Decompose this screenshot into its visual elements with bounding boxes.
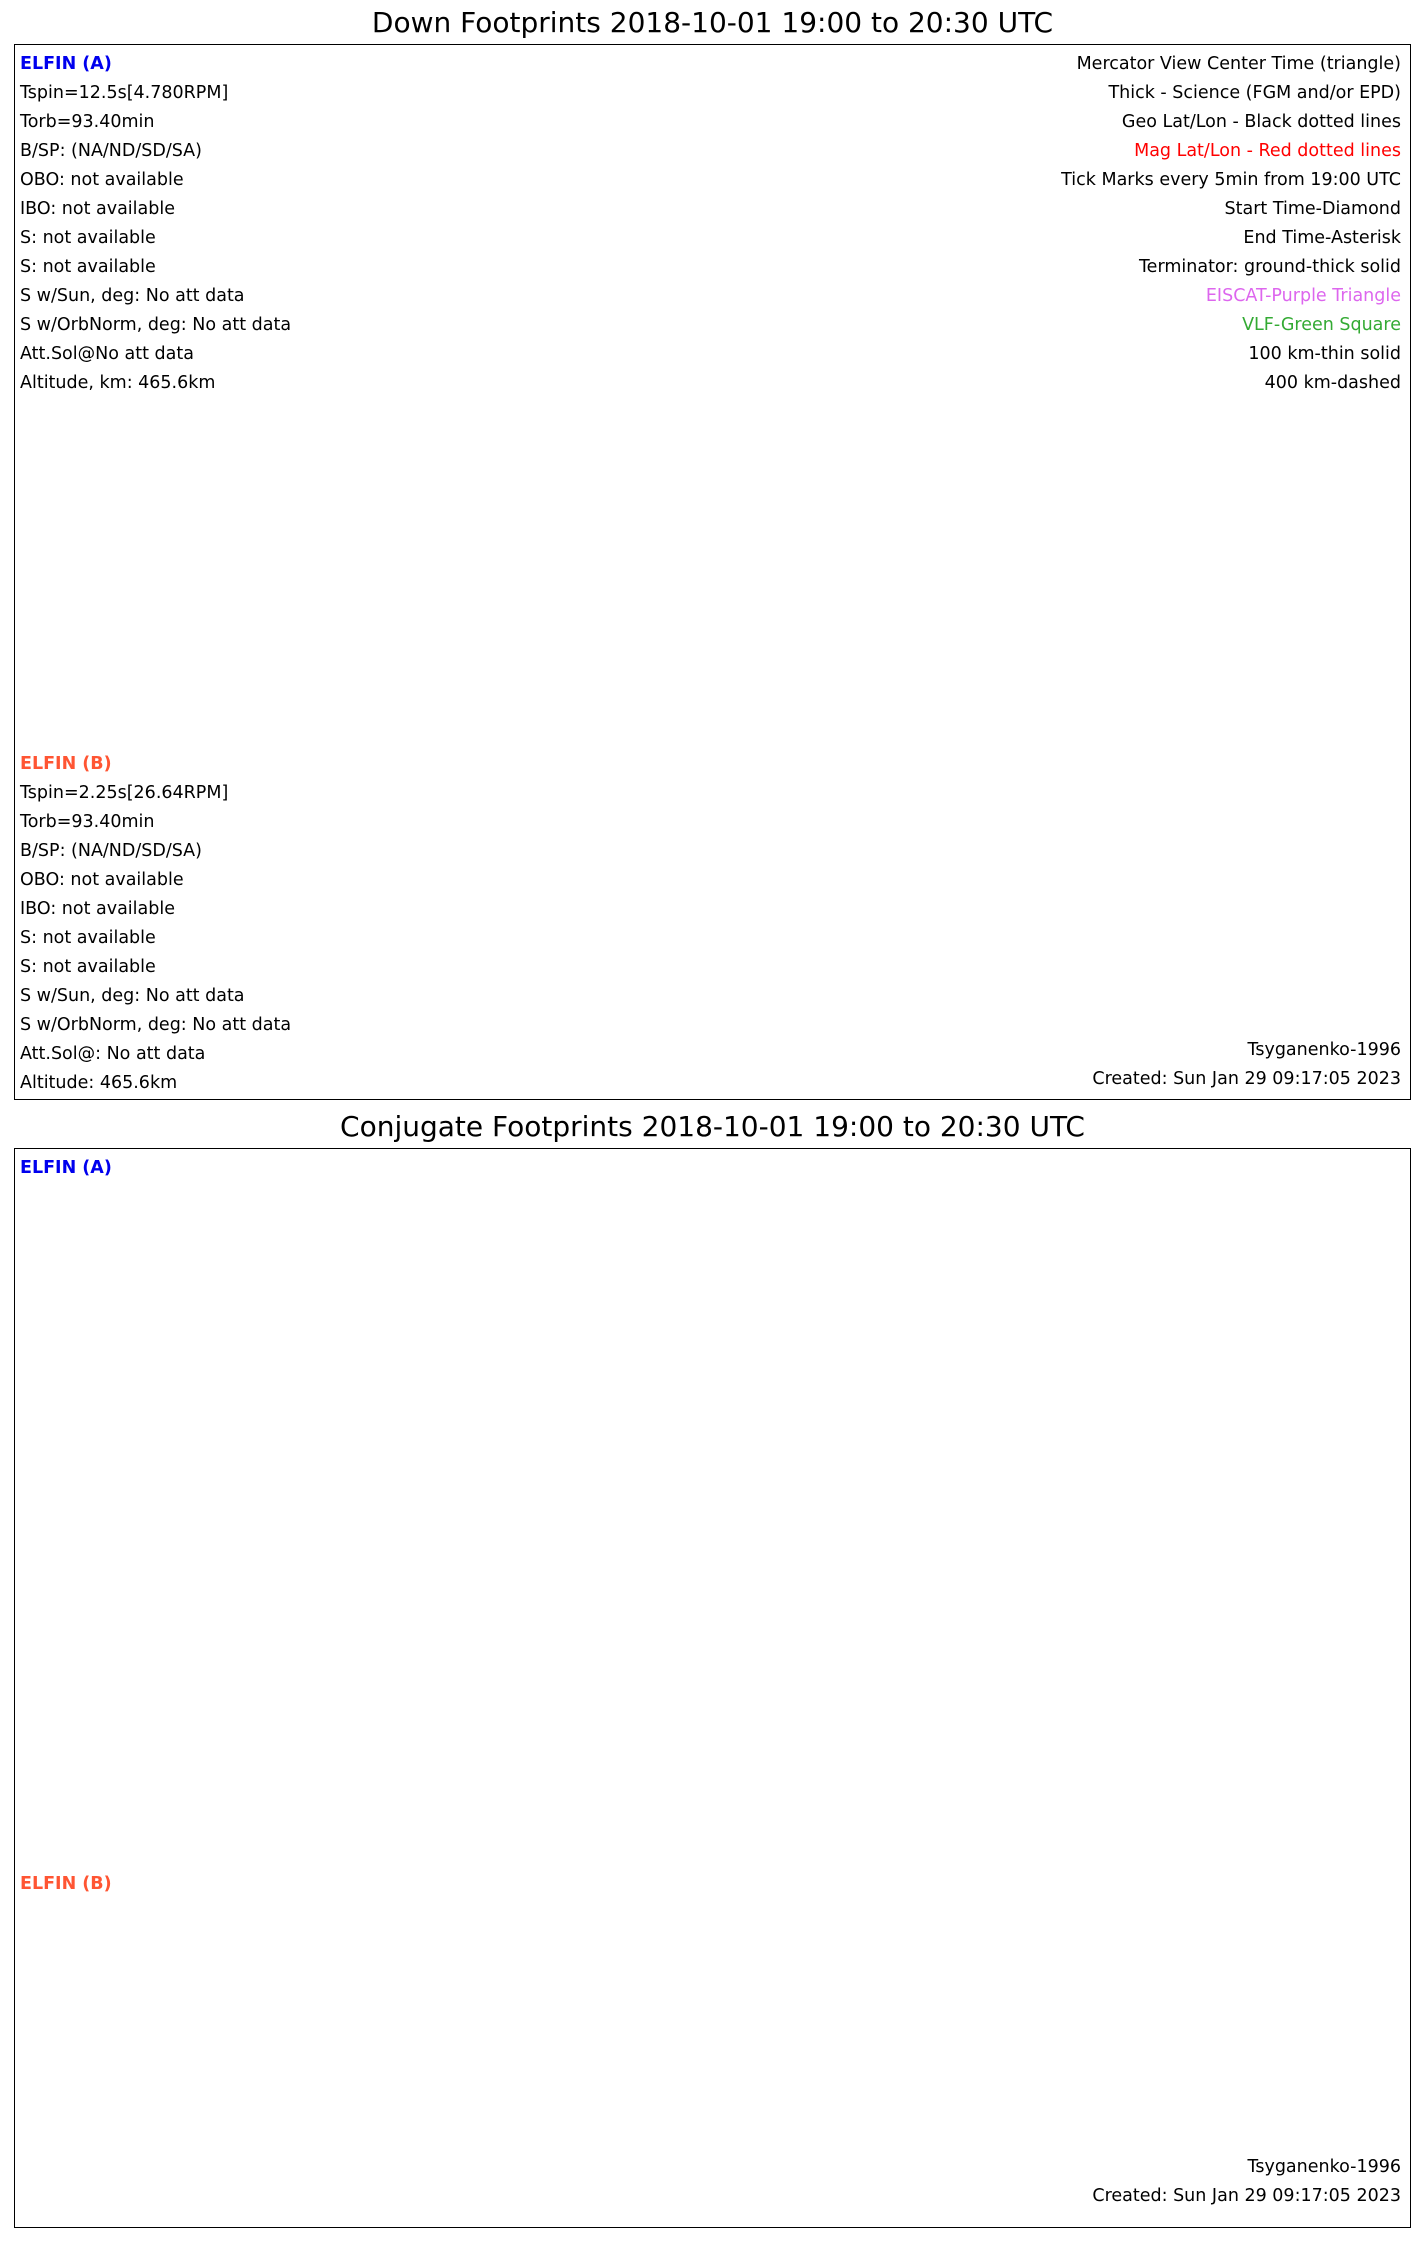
legend (1061, 50, 1401, 398)
legend-item: Terminator: ground-thick solid (1138, 257, 1401, 277)
info-line: Altitude: 465.6km (20, 1073, 178, 1093)
info-line: S: not available (20, 957, 156, 977)
info-line: S: not available (20, 928, 156, 948)
created-label: Created: Sun Jan 29 09:17:05 2023 (1092, 2186, 1401, 2206)
legend-item: VLF-Green Square (1242, 315, 1401, 335)
legend-item: Start Time-Diamond (1224, 199, 1401, 219)
info-line: S: not available (20, 228, 156, 248)
panel-title: Conjugate Footprints 2018-10-01 19:00 to 20:30 UTC (340, 1110, 1085, 1143)
info-line: Torb=93.40min (20, 812, 155, 832)
info-line: S w/Sun, deg: No att data (20, 286, 245, 306)
elfin-a-heading: ELFIN (A) (20, 54, 112, 74)
info-line: B/SP: (NA/ND/SD/SA) (20, 141, 202, 161)
elfin-b-heading: ELFIN (B) (20, 1874, 112, 1894)
info-line: Tspin=2.25s[26.64RPM] (20, 783, 229, 803)
map-plot (14, 1148, 1411, 2228)
legend-item: 400 km-dashed (1264, 373, 1401, 393)
info-line: S w/Sun, deg: No att data (20, 986, 245, 1006)
info-line: Altitude, km: 465.6km (20, 373, 216, 393)
info-block-elfin-a (20, 50, 291, 398)
info-line: Tspin=12.5s[4.780RPM] (20, 83, 229, 103)
info-line: IBO: not available (20, 899, 175, 919)
info-block-elfin-b (20, 750, 291, 1098)
legend-item: End Time-Asterisk (1243, 228, 1401, 248)
info-line: IBO: not available (20, 199, 175, 219)
legend-item: Mag Lat/Lon - Red dotted lines (1134, 141, 1401, 161)
info-line: Att.Sol@: No att data (20, 1044, 206, 1064)
legend-item: Mercator View Center Time (triangle) (1076, 54, 1401, 74)
model-label: Tsyganenko-1996 (1247, 2157, 1401, 2177)
legend-item: EISCAT-Purple Triangle (1205, 286, 1401, 306)
info-line: OBO: not available (20, 870, 184, 890)
model-label: Tsyganenko-1996 (1247, 1040, 1401, 1060)
legend-item: Tick Marks every 5min from 19:00 UTC (1061, 170, 1401, 190)
info-line: Torb=93.40min (20, 112, 155, 132)
info-line: S w/OrbNorm, deg: No att data (20, 1015, 292, 1035)
legend-item: Thick - Science (FGM and/or EPD) (1108, 83, 1401, 103)
elfin-b-heading: ELFIN (B) (20, 754, 112, 774)
info-line: S: not available (20, 257, 156, 277)
panel-title: Down Footprints 2018-10-01 19:00 to 20:30 UTC (371, 6, 1054, 39)
info-line: OBO: not available (20, 170, 184, 190)
info-line: B/SP: (NA/ND/SD/SA) (20, 841, 202, 861)
created-label: Created: Sun Jan 29 09:17:05 2023 (1092, 1069, 1401, 1089)
info-line: Att.Sol@No att data (20, 344, 194, 364)
legend-item: 100 km-thin solid (1248, 344, 1401, 364)
info-line: S w/OrbNorm, deg: No att data (20, 315, 292, 335)
info-block-elfin-a (20, 1154, 112, 1183)
info-block-elfin-b (20, 1870, 112, 1899)
elfin-a-heading: ELFIN (A) (20, 1158, 112, 1178)
legend-item: Geo Lat/Lon - Black dotted lines (1121, 112, 1401, 132)
